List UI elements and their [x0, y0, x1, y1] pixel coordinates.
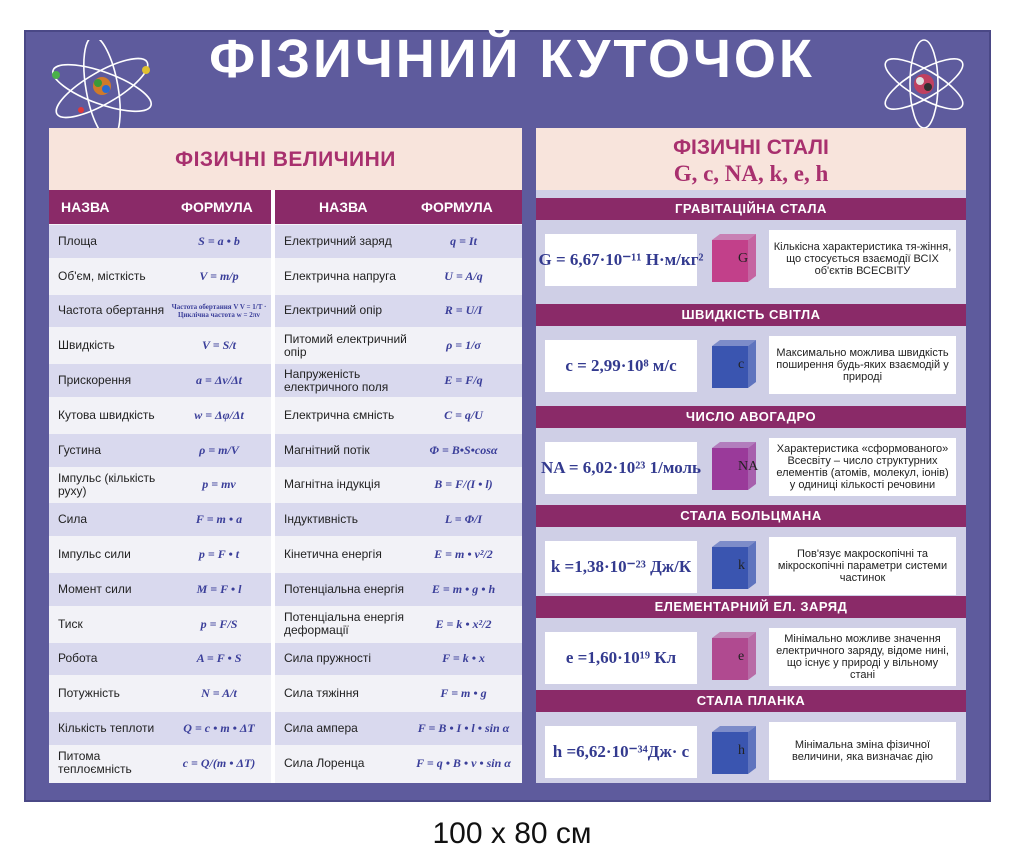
constant-cube-icon [708, 232, 760, 284]
constant-description: Кількісна характеристика тя-жіння, що стосується взаємодії ВСІХ об'єктів ВСЕСВІТУ [769, 230, 956, 288]
quantity-name: Кутова швидкість [58, 407, 155, 422]
constant-description: Максимально можлива швидкість поширення будь-яких взаємодій у природі [769, 336, 956, 394]
quantity-name: Питома теплоємність [58, 749, 132, 777]
quantity-formula: p = mv [202, 477, 236, 492]
quantity-formula: F = q • B • v • sin α [416, 755, 511, 770]
quantity-formula: S = a • b [198, 233, 240, 248]
quantity-name: Напруженість електричного поля [284, 366, 389, 394]
quantity-name: Сила Лоренца [284, 755, 365, 770]
table-row [49, 469, 271, 502]
quantity-formula: p = F • t [198, 547, 240, 562]
table-row [49, 260, 271, 293]
quantity-formula: ρ = m/V [199, 442, 239, 457]
quantity-name: Сила ампера [284, 721, 358, 736]
quantity-formula: E = m • g • h [431, 581, 496, 596]
quantity-formula: E = k • x²/2 [435, 616, 492, 631]
quantity-formula: q = It [450, 233, 477, 248]
quantity-formula: V = S/t [202, 338, 236, 353]
quantity-name: Магнітний потік [284, 442, 370, 457]
quantity-name: Магнітна індукція [284, 477, 381, 492]
constant-cube-icon [708, 724, 760, 776]
table-row [49, 503, 271, 536]
page-title: ФІЗИЧНИЙ КУТОЧОК [209, 29, 815, 89]
quantity-name: Електрична напруга [284, 268, 396, 283]
table-row [275, 677, 522, 710]
table-row [49, 608, 271, 641]
constant-cube-icon [708, 440, 760, 492]
quantity-name: Густина [58, 442, 102, 457]
quantity-formula: E = m • v²/2 [434, 547, 493, 562]
table-row [49, 747, 271, 780]
constant-formula: G = 6,67·10⁻¹¹ Н·м/кг² [545, 234, 697, 286]
table-row [49, 329, 271, 362]
col-formula-label: ФОРМУЛА [421, 199, 493, 215]
table-row [49, 643, 271, 676]
table-row [49, 573, 271, 606]
constants-symbols: G, c, NA, k, e, h [673, 161, 829, 186]
col-name-label: НАЗВА [319, 199, 368, 215]
quantity-formula: M = F • l [196, 581, 242, 596]
table-row [49, 712, 271, 745]
table-row [275, 503, 522, 536]
quantity-formula: A = F • S [196, 651, 242, 666]
constant-formula: c = 2,99·10⁸ м/с [545, 340, 697, 392]
quantity-name: Імпульс (кількість руху) [58, 470, 156, 498]
quantity-name: Кількість теплоти [58, 721, 155, 736]
quantity-name: Тиск [58, 616, 83, 631]
quantity-formula: F = m • a [195, 512, 243, 527]
quantity-name: Електричний опір [284, 303, 383, 318]
table-row [275, 399, 522, 432]
quantity-formula: p = F/S [200, 616, 238, 631]
quantity-formula: L = Φ/I [444, 512, 483, 527]
constant-label: СТАЛА БОЛЬЦМАНА [536, 505, 966, 527]
constant-description: Пов'язує макроскопічні та мікроскопічні параметри системи частинок [769, 537, 956, 595]
col-formula-label: ФОРМУЛА [181, 199, 253, 215]
quantity-name: Прискорення [58, 373, 132, 388]
quantity-name: Момент сили [58, 581, 132, 596]
quantity-formula: Частота обертання V V = 1/T · Циклічна частота w = 2πv [171, 302, 267, 319]
cube-letter: G [738, 251, 749, 266]
quantity-name: Швидкість [58, 338, 115, 353]
quantity-name: Електрична ємність [284, 407, 395, 422]
constant-formula: k =1,38·10⁻²³ Дж/К [545, 541, 697, 593]
panel-title: ФІЗИЧНІ ВЕЛИЧИНИ [175, 148, 396, 171]
quantity-name: Потенціальна енергія [284, 581, 404, 596]
quantity-name: Площа [58, 233, 97, 248]
quantity-formula: B = F/(I • l) [434, 477, 493, 492]
quantity-name: Сила пружності [284, 651, 372, 666]
table-row [275, 573, 522, 606]
constant-label: ЕЛЕМЕНТАРНИЙ ЕЛ. ЗАРЯД [536, 596, 966, 618]
table-row [49, 225, 271, 258]
cube-letter: NA [738, 459, 759, 474]
table-row [49, 364, 271, 397]
quantity-formula: E = F/q [444, 373, 483, 388]
quantity-name: Імпульс сили [58, 547, 131, 562]
quantity-name: Об'єм, місткість [58, 268, 146, 283]
constant-formula: e =1,60·10¹⁹ Кл [545, 632, 697, 684]
table-row [275, 747, 522, 780]
table-row [275, 260, 522, 293]
quantity-name: Сила тяжіння [284, 686, 359, 701]
table-row [275, 295, 522, 328]
table-row [49, 434, 271, 467]
constant-cube-icon [708, 338, 760, 390]
constant-description: Характеристика «сформованого» Всесвіту – число структурних елементів (атомів, молекул, іонів) у одиниці кількості речовини [769, 438, 956, 496]
table-row [49, 677, 271, 710]
quantity-name: Частота обертання [58, 303, 165, 318]
constant-formula: h =6,62·10⁻³⁴Дж· с [545, 726, 697, 778]
quantity-name: Потенціальна енергія деформації [284, 610, 404, 638]
column-header-right [275, 190, 522, 224]
quantity-formula: U = A/q [444, 268, 483, 283]
table-row [275, 329, 522, 362]
table-row [49, 399, 271, 432]
constant-label: ЧИСЛО АВОГАДРО [536, 406, 966, 428]
quantity-formula: c = Q/(m • ΔT) [182, 755, 256, 770]
table-row [49, 538, 271, 571]
cube-letter: c [738, 357, 745, 372]
constant-label: ГРАВІТАЦІЙНА СТАЛА [536, 198, 966, 220]
panel-header [49, 128, 522, 190]
quantity-formula: w = Δφ/Δt [194, 407, 244, 422]
constant-label: ШВИДКІСТЬ СВІТЛА [536, 304, 966, 326]
quantity-formula: a = Δv/Δt [196, 373, 242, 388]
quantity-formula: F = m • g [440, 686, 487, 701]
quantity-formula: Φ = B•S•cosα [429, 442, 498, 457]
quantity-formula: F = B • I • l • sin α [417, 721, 510, 736]
quantity-name: Індуктивність [284, 512, 358, 527]
quantity-formula: Q = c • m • ΔT [183, 721, 255, 736]
table-row [275, 469, 522, 502]
panel-title: ФІЗИЧНІ СТАЛІ [673, 136, 829, 159]
physical-constants-panel [536, 128, 966, 783]
quantity-formula: V = m/p [199, 268, 239, 283]
column-header-left [49, 190, 271, 224]
col-name-label: НАЗВА [61, 199, 110, 215]
size-label: 100 x 80 см [432, 817, 592, 850]
table-row [275, 712, 522, 745]
table-row [49, 295, 271, 328]
quantity-name: Кінетична енергія [284, 547, 382, 562]
table-row [275, 364, 522, 397]
table-row [275, 608, 522, 641]
quantity-formula: F = k • x [442, 651, 485, 666]
table-row [275, 538, 522, 571]
quantity-formula: N = A/t [201, 686, 237, 701]
constant-label: СТАЛА ПЛАНКА [536, 690, 966, 712]
quantity-name: Електричний заряд [284, 233, 392, 248]
quantity-name: Сила [58, 512, 88, 527]
quantity-formula: R = U/I [444, 303, 483, 318]
quantity-name: Питомий електричний опір [284, 331, 407, 359]
cube-letter: e [738, 649, 745, 664]
constant-description: Мінімально можливе значення електричного заряду, відоме нині, що існує у природі у вільному стані [769, 628, 956, 686]
quantity-formula: ρ = 1/σ [446, 338, 481, 353]
quantity-name: Робота [58, 651, 98, 666]
panel-header [536, 128, 966, 190]
quantity-name: Потужність [58, 686, 120, 701]
constant-cube-icon [708, 630, 760, 682]
cube-letter: k [738, 558, 745, 573]
constant-description: Мінімальна зміна фізичної величини, яка визначає дію [769, 722, 956, 780]
quantity-formula: C = q/U [444, 407, 483, 422]
table-row [275, 434, 522, 467]
constant-formula: NA = 6,02·10²³ 1/моль [545, 442, 697, 494]
constant-cube-icon [708, 539, 760, 591]
physical-quantities-panel [49, 128, 522, 783]
table-row [275, 225, 522, 258]
table-row [275, 643, 522, 676]
cube-letter: h [738, 743, 745, 758]
